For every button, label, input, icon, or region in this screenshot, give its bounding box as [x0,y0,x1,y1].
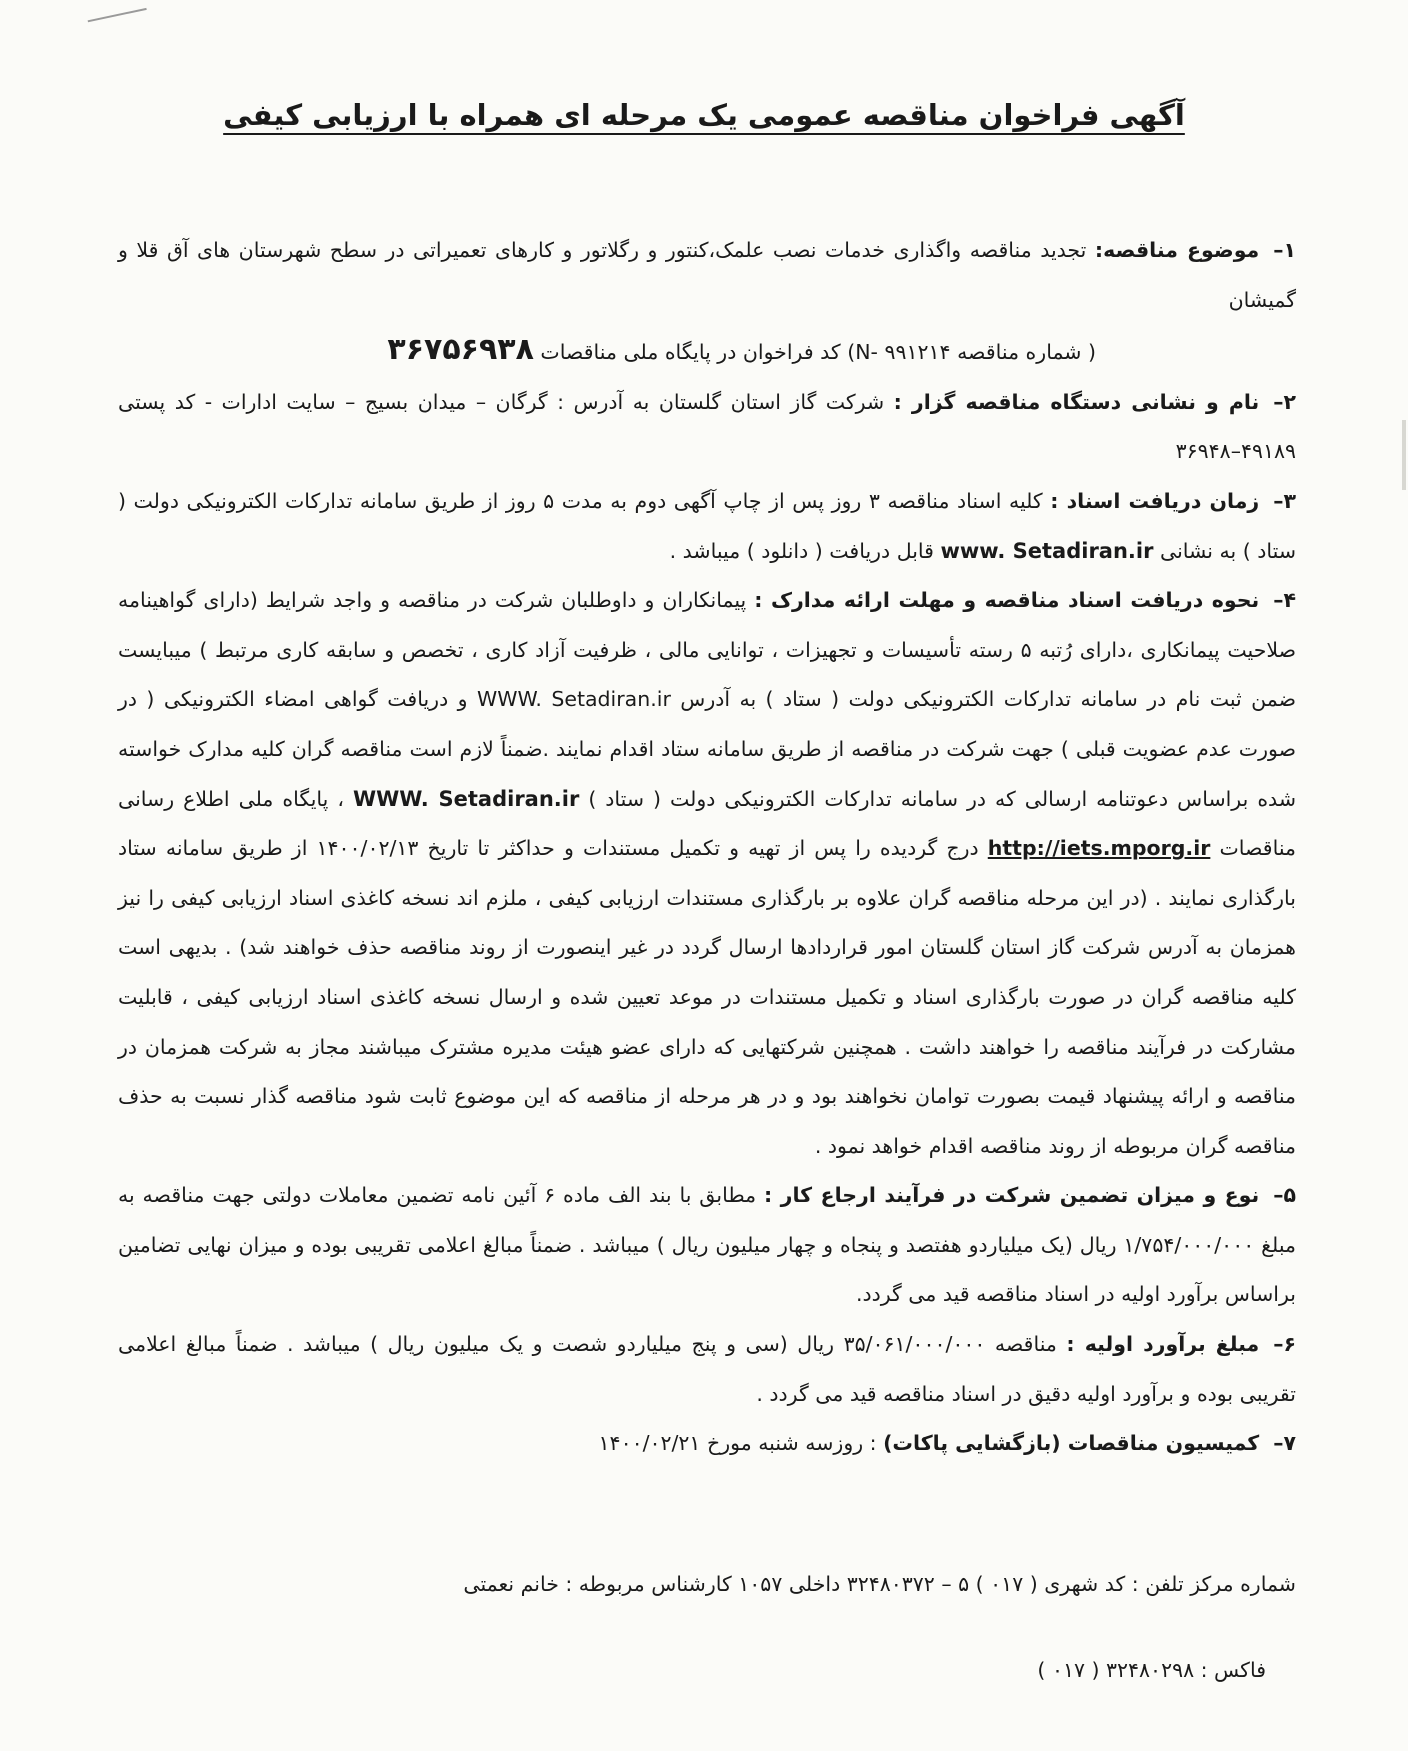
tender-code-line [118,325,1296,378]
scan-edge-mark [1402,420,1406,490]
contact-phone: شماره مرکز تلفن : کد شهری ( ۰۱۷ ) ۵ – ۳۲۴۸۰۳۷۲ داخلی ۱۰۵۷ کارشناس مربوطه : خانم نعمتی [463,1572,1296,1596]
item-number: ۴– [1273,588,1296,613]
document-title [0,98,1408,132]
item-label: نام و نشانی دستگاه مناقصه گزار : [893,389,1260,414]
item-text: کلیه اسناد مناقصه ۳ روز پس از چاپ آگهی دوم به مدت ۵ روز از طریق سامانه تدارکات الکترونیکی دولت ( ستاد ) به نشانی [118,488,1296,563]
item-number: ۳– [1273,488,1296,513]
item-number: ۱– [1273,238,1297,262]
item-label: کمیسیون مناقصات (بازگشایی پاکات) [883,1431,1260,1456]
item-text: مناقصه ۳۵/۰۶۱/۰۰۰/۰۰۰ ریال (سی و پنج میلیاردو شصت و یک میلیون ریال ) میباشد . ضمناً مبالغ اعلامی تقریبی بوده و برآورد اولیه دقیق در اسناد مناقصه قید می گردد . [118,1332,1296,1406]
item-text: : روزسه شنبه مورخ ۱۴۰۰/۰۲/۲۱ [598,1431,884,1456]
item-label: موضوع مناقصه: [1094,238,1260,262]
item-label: نحوه دریافت اسناد مناقصه و مهلت ارائه مدارک : [754,588,1260,613]
item-text: قابل دریافت ( دانلود ) میباشد . [669,538,941,563]
item-5 [118,1171,1296,1320]
item-1 [118,226,1296,325]
setadiran-web-address: www. Setadiran.ir [940,538,1154,563]
item-text: و دریافت گواهی امضاء الکترونیکی ( در صورت عدم عضویت قبلی ) جهت شرکت در مناقصه از طریق سامانه ستاد اقدام نمایند .ضمناً لازم است مناقصه گران کلیه مدارک خواسته شده براساس دعوتنامه ارسالی که در سامانه تدارکات الکترونیکی دولت ( ستاد ) [118,687,1296,811]
item-text: ، پایگاه ملی اطلاع رسانی مناقصات [118,786,1296,861]
contact-fax: فاکس : ۳۲۴۸۰۲۹۸ ( ۰۱۷ ) [1037,1658,1266,1682]
item-text: درج گردیده را پس از تهیه و تکمیل مستندات و حداکثر تا تاریخ ۱۴۰۰/۰۲/۱۳ از طریق سامانه ستاد بارگذاری نمایند . (در این مرحله مناقصه گران علاوه بر بارگذاری مستندات ارزیابی کیفی ، ملزم اند نسخه کاغذی اسناد ارزیابی کیفی را نیز همزمان به آدرس شرکت گاز استان گلستان امور قراردادها ارسال گردد در غیر اینصورت از روند مناقصه حذف خواهند شد) . بدیهی است کلیه مناقصه گران در صورت بارگذاری اسناد و تکمیل مستندات در موعد تعیین شده و ارسال نسخه کاغذی اسناد ارزیابی کیفی ، قابلیت مشارکت در فرآیند مناقصه را خواهند داشت . همچنین شرکتهایی که دارای عضو هیئت مدیره مشترک میباشند مجاز به شرکت همزمان در مناقصه و ارائه پیشنهاد قیمت بصورت توامان نخواهند بود و در هر مرحله از مناقصه که این موضوع ثابت شود مناقصه گذار نسبت به حذف مناقصه گران مربوطه از روند مناقصه اقدام خواهد نمود . [118,836,1296,1158]
item-number: ۲– [1273,389,1296,414]
item-number: ۶– [1273,1332,1296,1357]
item-text: تجدید مناقصه واگذاری خدمات نصب علمک،کنتور و رگلاتور و کارهای تعمیراتی در سطح شهرستان های آق قلا و گمیشان [118,238,1296,312]
item-label: نوع و میزان تضمین شرکت در فرآیند ارجاع کار : [764,1183,1260,1208]
scan-mark [88,8,149,30]
item-7 [118,1419,1296,1469]
tender-code-text: ( شماره مناقصه N- ۹۹۱۲۱۴) کد فراخوان در پایگاه ملی مناقصات [533,340,1096,365]
item-label: مبلغ برآورد اولیه : [1066,1332,1260,1357]
tender-call-code: ۳۶۷۵۶۹۳۸ [387,332,534,368]
document-body [118,226,1296,1469]
item-number: ۵– [1273,1183,1296,1208]
item-2 [118,378,1296,477]
item-3 [118,477,1296,576]
item-label: زمان دریافت اسناد : [1050,488,1260,513]
item-text: شرکت گاز استان گلستان به آدرس : گرگان – میدان بسیج – سایت ادارات - کد پستی ۴۹۱۸۹–۳۶۹۴۸ [118,389,1296,464]
item-4 [118,576,1296,1171]
setadiran-web-address: WWW. Setadiran.ir [476,687,671,712]
item-6 [118,1320,1296,1419]
iets-link[interactable]: http://iets.mporg.ir [987,836,1211,861]
title-text: آگهی فراخوان مناقصه عمومی یک مرحله ای همراه با ارزیابی کیفی [223,98,1185,132]
item-text: مطابق با بند الف ماده ۶ آئین نامه تضمین معاملات دولتی جهت مناقصه به مبلغ ۱/۷۵۴/۰۰۰/۰۰۰ ریال (یک میلیاردو هفتصد و پنجاه و چهار میلیون ریال ) میباشد . ضمناً مبالغ اعلامی تقریبی بوده و میزان نهایی تضامین براساس برآورد اولیه در اسناد مناقصه قید می گردد. [118,1183,1296,1307]
item-number: ۷– [1273,1431,1296,1456]
item-text: پیمانکاران و داوطلبان شرکت در مناقصه و واجد شرایط (دارای گواهینامه صلاحیت پیمانکاری ،دارای رُتبه ۵ رسته تأسیسات و تجهیزات ، توانایی مالی ، ظرفیت آزاد کاری ، تخصص و سابقه کاری مرتبط ) میبایست ضمن ثبت نام در سامانه تدارکات الکترونیکی دولت ( ستاد ) به آدرس [118,588,1297,712]
setadiran-web-address: WWW. Setadiran.ir [352,786,580,811]
